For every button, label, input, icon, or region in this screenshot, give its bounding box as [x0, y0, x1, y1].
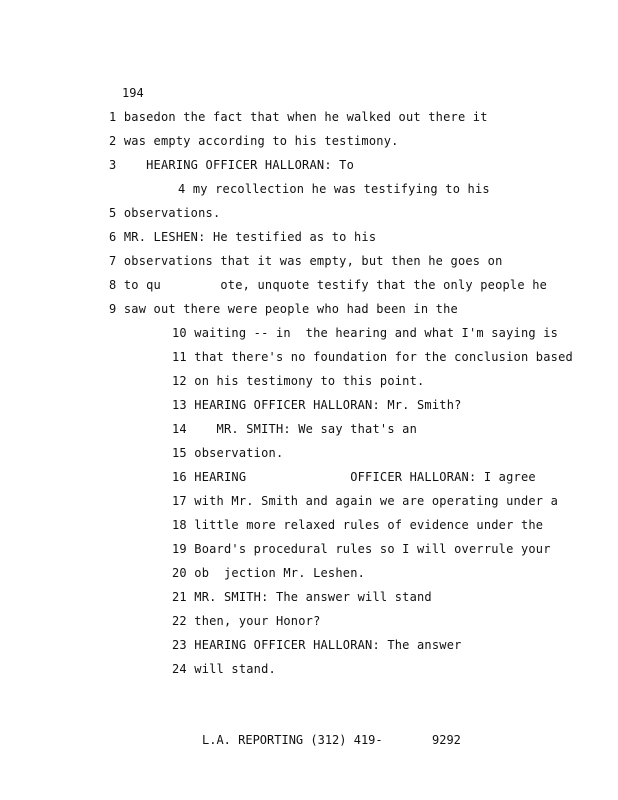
transcript-line-13: 13 HEARING OFFICER HALLORAN: Mr. Smith? — [172, 398, 462, 412]
transcript-line-11: 11 that there's no foundation for the conclusion based — [172, 350, 573, 364]
transcript-line-18: 18 little more relaxed rules of evidence under the — [172, 518, 544, 532]
transcript-line-22: 22 then, your Honor? — [172, 614, 321, 628]
transcript-line-15: 15 observation. — [172, 446, 284, 460]
transcript-line-12: 12 on his testimony to this point. — [172, 374, 425, 388]
transcript-line-6: 6 MR. LESHEN: He testified as to his — [109, 230, 377, 244]
transcript-line-14: 14 MR. SMITH: We say that's an — [172, 422, 418, 436]
page-number: 194 — [122, 86, 144, 100]
transcript-line-24: 24 will stand. — [172, 662, 276, 676]
transcript-line-19: 19 Board's procedural rules so I will overrule your — [172, 542, 551, 556]
transcript-line-5: 5 observations. — [109, 206, 221, 220]
transcript-line-23: 23 HEARING OFFICER HALLORAN: The answer — [172, 638, 462, 652]
transcript-line-20: 20 ob jection Mr. Leshen. — [172, 566, 366, 580]
footer-reporter: L.A. REPORTING (312) 419- — [202, 733, 383, 747]
footer-phone-number: 9292 — [432, 733, 461, 747]
transcript-line-4: 4 my recollection he was testifying to his — [178, 182, 490, 196]
transcript-line-21: 21 MR. SMITH: The answer will stand — [172, 590, 432, 604]
transcript-line-2: 2 was empty according to his testimony. — [109, 134, 399, 148]
transcript-line-9: 9 saw out there were people who had been in the — [109, 302, 458, 316]
transcript-line-16: 16 HEARING OFFICER HALLORAN: I agree — [172, 470, 536, 484]
transcript-line-10: 10 waiting -- in the hearing and what I'm saying is — [172, 326, 559, 340]
transcript-line-7: 7 observations that it was empty, but then he goes on — [109, 254, 503, 268]
transcript-line-3: 3 HEARING OFFICER HALLORAN: To — [109, 158, 355, 172]
transcript-line-8: 8 to qu ote, unquote testify that the only people he — [109, 278, 548, 292]
transcript-line-1: 1 basedon the fact that when he walked out there it — [109, 110, 488, 124]
transcript-line-17: 17 with Mr. Smith and again we are operating under a — [172, 494, 559, 508]
